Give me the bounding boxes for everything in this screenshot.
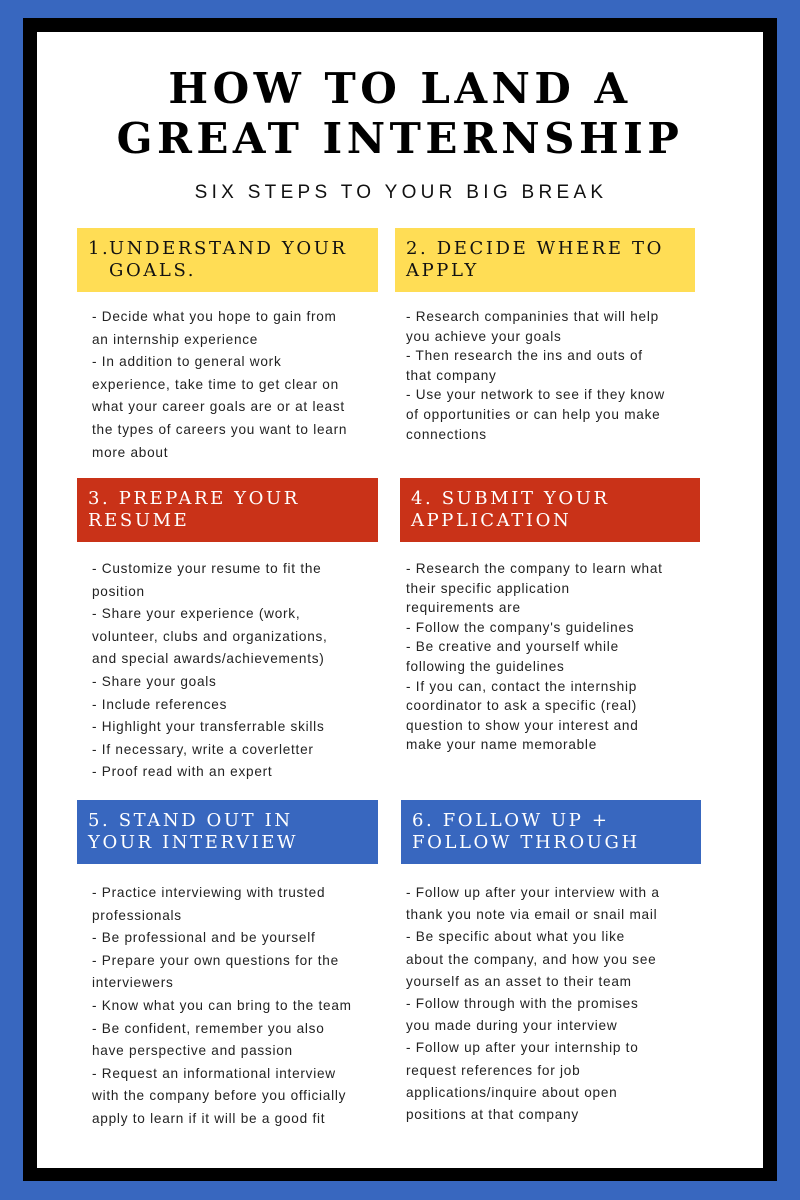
step-6-heading-line: FOLLOW THROUGH [412, 832, 640, 853]
step-6-body [406, 882, 660, 1126]
body-line: professionals [92, 907, 182, 923]
step-4-heading-line: 4. SUBMIT YOUR [411, 488, 610, 509]
body-line: make your name memorable [406, 737, 598, 753]
body-line: connections [406, 426, 487, 442]
body-line: with the company before you officially [92, 1088, 347, 1104]
step-2-heading [395, 228, 695, 292]
step-6-heading [401, 800, 701, 864]
body-line: - Follow up after your interview with a [406, 885, 660, 900]
body-line: - Proof read with an expert [92, 764, 273, 780]
body-line: of opportunities or can help you make [406, 406, 661, 422]
body-line: - Be specific about what you like [406, 929, 625, 945]
step-5-heading-line: 5. STAND OUT IN [88, 810, 293, 831]
body-line: applications/inquire about open [406, 1084, 618, 1100]
body-line: and special awards/achievements) [92, 651, 325, 667]
page-subtitle: SIX STEPS TO YOUR BIG BREAK [194, 182, 608, 203]
step-1-heading-line: GOALS. [109, 260, 197, 281]
body-line: - Decide what you hope to gain from [92, 309, 337, 324]
body-line: their specific application [406, 580, 570, 596]
body-line: - Follow up after your internship to [406, 1040, 639, 1056]
step-1-heading-line: UNDERSTAND YOUR [109, 238, 348, 259]
body-line: - In addition to general work [92, 354, 282, 370]
body-line: - Be creative and yourself while [406, 639, 619, 655]
body-line: - Know what you can bring to the team [92, 997, 352, 1013]
body-line: following the guidelines [406, 658, 565, 674]
body-line: - Highlight your transferrable skills [92, 719, 325, 735]
body-line: - Be confident, remember you also [92, 1020, 325, 1036]
body-line: - Practice interviewing with trusted [92, 885, 326, 900]
step-3-heading-line: RESUME [88, 510, 190, 531]
title-line-2: GREAT INTERNSHIP [116, 114, 684, 163]
body-line: - Follow the company's guidelines [406, 619, 635, 635]
body-line: question to show your interest and [406, 717, 639, 733]
body-line: you achieve your goals [406, 328, 562, 344]
body-line: experience, take time to get clear on [92, 376, 339, 392]
body-line: - Research companinies that will help [406, 309, 659, 324]
step-3-body [92, 558, 328, 784]
body-line: - Share your experience (work, [92, 606, 301, 622]
step-2-heading-line: APPLY [406, 260, 479, 281]
body-line: positions at that company [406, 1107, 579, 1123]
step-2-heading-line: 2. DECIDE WHERE TO [406, 238, 664, 259]
body-line: interviewers [92, 975, 174, 991]
body-line: - Request an informational interview [92, 1065, 336, 1081]
body-line: you made during your interview [406, 1018, 618, 1034]
body-line: position [92, 583, 145, 599]
body-line: about the company, and how you see [406, 951, 657, 967]
step-3-heading [77, 478, 378, 542]
step-6-heading-line: 6. FOLLOW UP + [412, 810, 610, 831]
page-title [0, 64, 800, 164]
body-line: - Use your network to see if they know [406, 387, 665, 403]
body-line: - Be professional and be yourself [92, 930, 316, 946]
step-3-heading-line: 3. PREPARE YOUR [88, 488, 300, 509]
body-line: coordinator to ask a specific (real) [406, 698, 637, 714]
step-5-body [92, 882, 352, 1131]
body-line: - Research the company to learn what [406, 561, 663, 576]
step-4-body [406, 559, 663, 755]
body-line: have perspective and passion [92, 1043, 293, 1059]
body-line: - Then research the ins and outs of [406, 348, 643, 364]
step-4-heading-line: APPLICATION [411, 510, 572, 531]
body-line: requirements are [406, 600, 521, 616]
body-line: - Include references [92, 696, 228, 712]
body-line: - Prepare your own questions for the [92, 952, 339, 968]
body-line: volunteer, clubs and organizations, [92, 628, 328, 644]
step-4-heading [400, 478, 700, 542]
title-line-1: HOW TO LAND A [168, 64, 632, 113]
body-line: the types of careers you want to learn [92, 421, 348, 437]
body-line: more about [92, 444, 169, 460]
body-line: an internship experience [92, 331, 259, 347]
body-line: yourself as an asset to their team [406, 973, 632, 989]
body-line: - Customize your resume to fit the [92, 561, 322, 576]
body-line: apply to learn if it will be a good fit [92, 1110, 326, 1126]
body-line: what your career goals are or at least [92, 399, 345, 415]
step-1-body [92, 306, 347, 464]
body-line: - Follow through with the promises [406, 996, 639, 1012]
body-line: that company [406, 367, 497, 383]
body-line: - If necessary, write a coverletter [92, 741, 314, 757]
step-2-body [406, 307, 665, 444]
step-1-heading [77, 228, 378, 292]
step-5-heading-line: YOUR INTERVIEW [88, 832, 299, 853]
step-1-number: 1. [88, 238, 111, 259]
body-line: thank you note via email or snail mail [406, 907, 658, 923]
step-5-heading [77, 800, 378, 864]
body-line: - Share your goals [92, 673, 217, 689]
body-line: request references for job [406, 1062, 581, 1078]
body-line: - If you can, contact the internship [406, 678, 638, 694]
